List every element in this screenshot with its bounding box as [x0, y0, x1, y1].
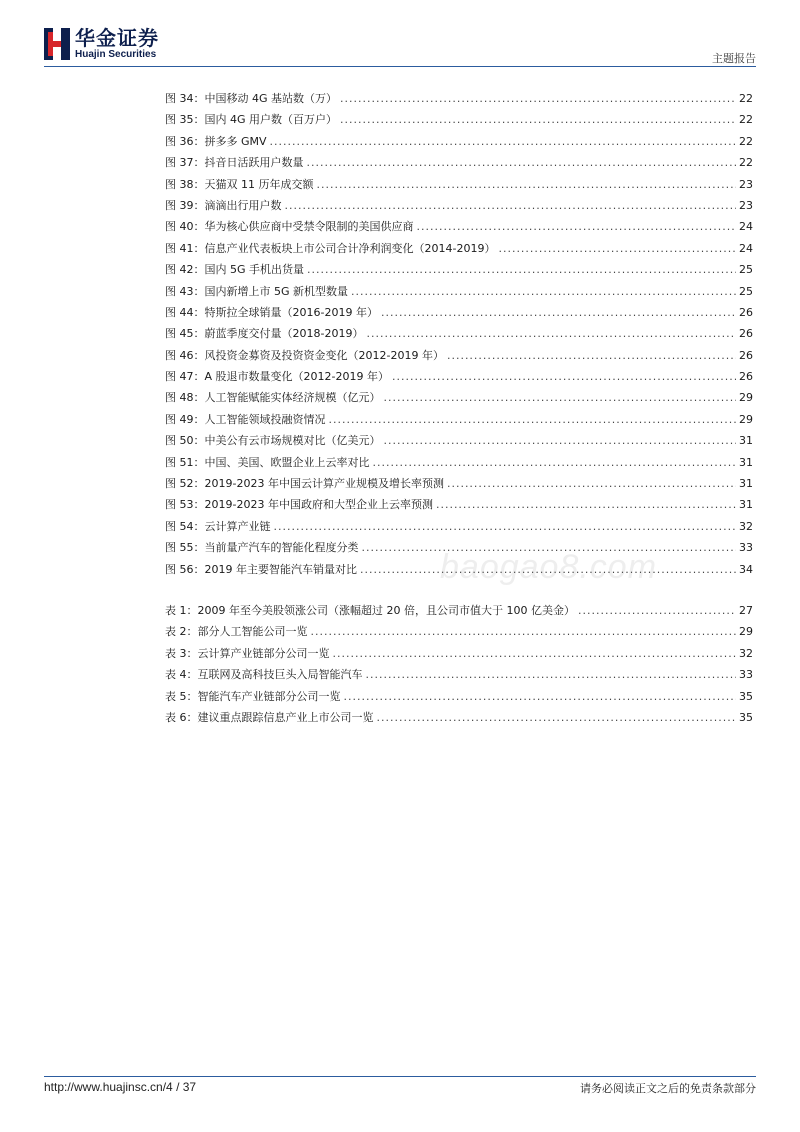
toc-page-number: 25 — [739, 263, 753, 277]
dot-leader — [344, 686, 737, 707]
toc-page-number: 23 — [739, 198, 753, 212]
toc-page-number: 24 — [739, 220, 753, 234]
table-of-contents — [165, 88, 753, 728]
table-toc-entry[interactable] — [165, 686, 753, 707]
toc-page-number: 25 — [739, 284, 753, 298]
toc-page-number: 35 — [739, 710, 753, 724]
toc-entry-label: 图 39：滴滴出行用户数 — [165, 198, 282, 212]
toc-page-number: 22 — [739, 92, 753, 105]
figure-toc-entry[interactable] — [165, 238, 753, 259]
dot-leader — [285, 195, 737, 216]
toc-page-number: 33 — [739, 668, 753, 682]
toc-entry-label: 图 34：中国移动 4G 基站数（万） — [165, 92, 338, 105]
toc-entry-label: 表 4：互联网及高科技巨头入局智能汽车 — [165, 668, 363, 682]
dot-leader — [447, 345, 736, 366]
toc-page-number: 32 — [739, 646, 753, 660]
dot-leader — [351, 281, 736, 302]
toc-page-number: 26 — [739, 305, 753, 319]
toc-entry-label: 图 37：抖音日活跃用户数量 — [165, 156, 304, 170]
toc-entry-label: 图 54：云计算产业链 — [165, 519, 271, 533]
figure-toc-entry[interactable] — [165, 88, 753, 109]
table-list — [165, 600, 753, 728]
figure-toc-entry[interactable] — [165, 323, 753, 344]
dot-leader — [436, 494, 736, 515]
table-toc-entry[interactable] — [165, 707, 753, 728]
page-header — [0, 0, 800, 70]
dot-leader — [270, 131, 736, 152]
toc-entry-label: 图 51：中国、美国、欧盟企业上云率对比 — [165, 455, 370, 469]
toc-page-number: 31 — [739, 455, 753, 469]
dot-leader — [384, 430, 737, 451]
dot-leader — [417, 216, 737, 237]
toc-entry-label: 图 53：2019-2023 年中国政府和大型企业上云率预测 — [165, 498, 433, 512]
dot-leader — [316, 174, 736, 195]
logo-text — [75, 28, 159, 60]
figure-toc-entry[interactable] — [165, 409, 753, 430]
toc-entry-label: 表 5：智能汽车产业链部分公司一览 — [165, 689, 341, 703]
figure-toc-entry[interactable] — [165, 109, 753, 130]
table-toc-entry[interactable] — [165, 621, 753, 642]
table-toc-entry[interactable] — [165, 643, 753, 664]
toc-entry-label: 图 43：国内新增上市 5G 新机型数量 — [165, 284, 349, 298]
figure-toc-entry[interactable] — [165, 516, 753, 537]
footer-disclaimer: 请务必阅读正文之后的免责条款部分 — [580, 1082, 756, 1095]
figure-toc-entry[interactable] — [165, 473, 753, 494]
toc-entry-label: 图 52：2019-2023 年中国云计算产业规模及增长率预测 — [165, 477, 444, 491]
dot-leader — [340, 109, 736, 130]
toc-entry-label: 图 44：特斯拉全球销量（2016-2019 年） — [165, 305, 378, 319]
toc-entry-label: 图 40：华为核心供应商中受禁令限制的美国供应商 — [165, 220, 414, 234]
footer-divider — [44, 1076, 756, 1077]
header-divider — [44, 66, 756, 67]
toc-page-number: 29 — [739, 412, 753, 426]
toc-entry-label: 表 2：部分人工智能公司一览 — [165, 625, 308, 639]
dot-leader — [498, 238, 736, 259]
dot-leader — [578, 600, 736, 621]
toc-entry-label: 图 50：中美公有云市场规模对比（亿美元） — [165, 434, 381, 448]
toc-entry-label: 图 42：国内 5G 手机出货量 — [165, 263, 305, 277]
toc-entry-label: 图 47：A 股退市数量变化（2012-2019 年） — [165, 370, 389, 384]
toc-page-number: 24 — [739, 241, 753, 255]
toc-entry-label: 图 55：当前量产汽车的智能化程度分类 — [165, 541, 359, 555]
figure-toc-entry[interactable] — [165, 302, 753, 323]
dot-leader — [307, 152, 737, 173]
dot-leader — [366, 664, 737, 685]
toc-page-number: 31 — [739, 498, 753, 512]
toc-page-number: 22 — [739, 134, 753, 148]
figure-toc-entry[interactable] — [165, 195, 753, 216]
dot-leader — [392, 366, 736, 387]
toc-page-number: 29 — [739, 625, 753, 639]
figure-toc-entry[interactable] — [165, 452, 753, 473]
dot-leader — [381, 302, 736, 323]
company-logo — [44, 28, 159, 60]
figure-toc-entry[interactable] — [165, 174, 753, 195]
figure-toc-entry[interactable] — [165, 345, 753, 366]
toc-entry-label: 图 38：天猫双 11 历年成交额 — [165, 177, 314, 191]
toc-page-number: 31 — [739, 477, 753, 491]
table-toc-entry[interactable] — [165, 600, 753, 621]
watermark: baogao8.com — [440, 548, 658, 586]
dot-leader — [311, 621, 737, 642]
dot-leader — [307, 259, 736, 280]
toc-page-number: 29 — [739, 391, 753, 405]
toc-page-number: 22 — [739, 156, 753, 170]
toc-page-number: 26 — [739, 348, 753, 362]
toc-entry-label: 图 49：人工智能领域投融资情况 — [165, 412, 326, 426]
toc-entry-label: 图 46：风投资金募资及投资资金变化（2012-2019 年） — [165, 348, 444, 362]
figure-toc-entry[interactable] — [165, 281, 753, 302]
huajin-logo-icon — [44, 28, 70, 60]
figure-toc-entry[interactable] — [165, 216, 753, 237]
dot-leader — [333, 643, 737, 664]
dot-leader — [384, 387, 737, 408]
toc-page-number: 34 — [739, 562, 753, 576]
toc-entry-label: 表 1：2009 年至今美股领涨公司（涨幅超过 20 倍，且公司市值大于 100 亿美金） — [165, 603, 575, 617]
toc-entry-label: 图 41：信息产业代表板块上市公司合计净利润变化（2014-2019） — [165, 241, 496, 255]
toc-entry-label: 图 48：人工智能赋能实体经济规模（亿元） — [165, 391, 381, 405]
table-toc-entry[interactable] — [165, 664, 753, 685]
toc-page-number: 31 — [739, 434, 753, 448]
logo-chinese-name: 华金证券 — [75, 26, 159, 50]
dot-leader — [373, 452, 737, 473]
toc-entry-label: 表 6：建议重点跟踪信息产业上市公司一览 — [165, 710, 374, 724]
toc-page-number: 26 — [739, 370, 753, 384]
report-type-label: 主题报告 — [712, 52, 756, 65]
toc-entry-label: 图 35：国内 4G 用户数（百万户） — [165, 113, 338, 127]
toc-page-number: 32 — [739, 519, 753, 533]
dot-leader — [274, 516, 737, 537]
toc-entry-label: 图 36：拼多多 GMV — [165, 134, 267, 148]
dot-leader — [329, 409, 737, 430]
figure-toc-entry[interactable] — [165, 494, 753, 515]
figure-toc-entry[interactable] — [165, 131, 753, 152]
toc-entry-label: 图 45：蔚蓝季度交付量（2018-2019） — [165, 327, 364, 341]
logo-english-name: Huajin Securities — [75, 49, 157, 60]
dot-leader — [366, 323, 736, 344]
toc-page-number: 22 — [739, 113, 753, 127]
footer-url-page[interactable]: http://www.huajinsc.cn/4 / 37 — [44, 1080, 197, 1094]
figure-toc-entry[interactable] — [165, 387, 753, 408]
figure-toc-entry[interactable] — [165, 152, 753, 173]
figure-list — [165, 88, 753, 580]
dot-leader — [377, 707, 737, 728]
toc-entry-label: 图 56：2019 年主要智能汽车销量对比 — [165, 562, 357, 576]
figure-toc-entry[interactable] — [165, 366, 753, 387]
toc-page-number: 23 — [739, 177, 753, 191]
dot-leader — [447, 473, 736, 494]
dot-leader — [340, 88, 736, 109]
figure-toc-entry[interactable] — [165, 430, 753, 451]
toc-entry-label: 表 3：云计算产业链部分公司一览 — [165, 646, 330, 660]
toc-page-number: 26 — [739, 327, 753, 341]
figure-toc-entry[interactable] — [165, 259, 753, 280]
toc-page-number: 27 — [739, 603, 753, 617]
toc-page-number: 33 — [739, 541, 753, 555]
toc-page-number: 35 — [739, 689, 753, 703]
